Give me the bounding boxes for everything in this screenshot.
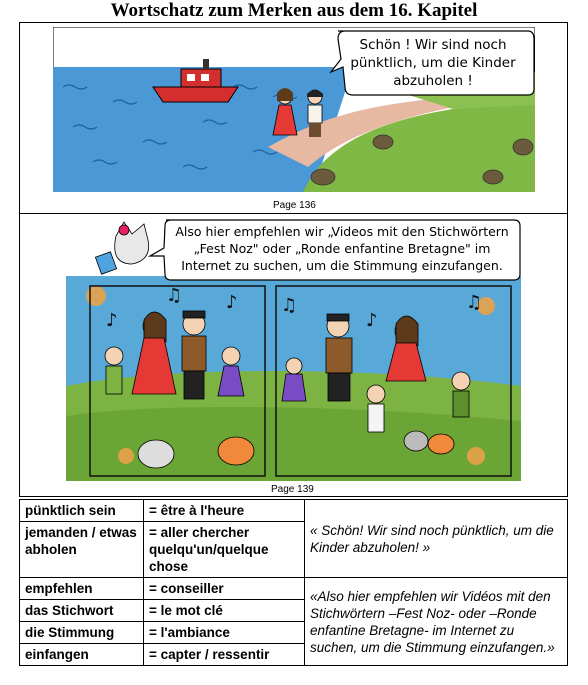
french-translation: = capter / ressentir	[144, 644, 305, 666]
french-translation: = le mot clé	[144, 600, 305, 622]
french-translation: = l'ambiance	[144, 622, 305, 644]
svg-text:♪: ♪	[366, 310, 378, 331]
german-term: pünktlich sein	[20, 500, 144, 522]
french-translation: = aller chercher quelqu'un/quelque chose	[144, 522, 305, 578]
vocab-table	[19, 499, 568, 666]
speech-line-1: Schön ! Wir sind noch	[359, 37, 507, 53]
svg-text:♫: ♫	[166, 285, 183, 306]
example-quote-2: «Also hier empfehlen wir Vidéos mit den Stichwörtern –Fest Noz- oder –Ronde enfantine Bretagne- im Internet zu suchen, um die Stimmung einzufangen.»	[305, 578, 568, 666]
speech-line-2: pünktlich, um die Kinder	[350, 55, 516, 71]
svg-text:♫: ♫	[466, 292, 483, 313]
speech-line-3: abzuholen !	[393, 73, 473, 89]
page-label-1: Page 136	[273, 200, 316, 211]
svg-text:♫: ♫	[281, 295, 298, 316]
svg-text:♪: ♪	[226, 292, 238, 313]
comic-panel-1	[53, 27, 535, 192]
speech-line-1: Also hier empfehlen wir „Videos mit den Stichwörtern	[175, 224, 509, 239]
example-quote-1: « Schön! Wir sind noch pünktlich, um die Kinder abzuholen! »	[305, 500, 568, 578]
german-term: das Stichwort	[20, 600, 144, 622]
comic-panel-2	[66, 216, 521, 481]
table-row	[20, 500, 568, 522]
french-translation: = être à l'heure	[144, 500, 305, 522]
svg-text:♪: ♪	[106, 310, 118, 331]
page-label-2: Page 139	[271, 484, 314, 495]
speech-line-2: „Fest Noz" oder „Ronde enfantine Bretagne" im	[193, 241, 491, 256]
german-term: die Stimmung	[20, 622, 144, 644]
german-term: empfehlen	[20, 578, 144, 600]
table-row	[20, 578, 568, 600]
french-translation: = conseiller	[144, 578, 305, 600]
german-term: jemanden / etwas abholen	[20, 522, 144, 578]
speech-line-3: Internet zu suchen, um die Stimmung einzufangen.	[181, 258, 503, 273]
german-term: einfangen	[20, 644, 144, 666]
page-title: Wortschatz zum Merken aus dem 16. Kapitel	[110, 0, 478, 21]
